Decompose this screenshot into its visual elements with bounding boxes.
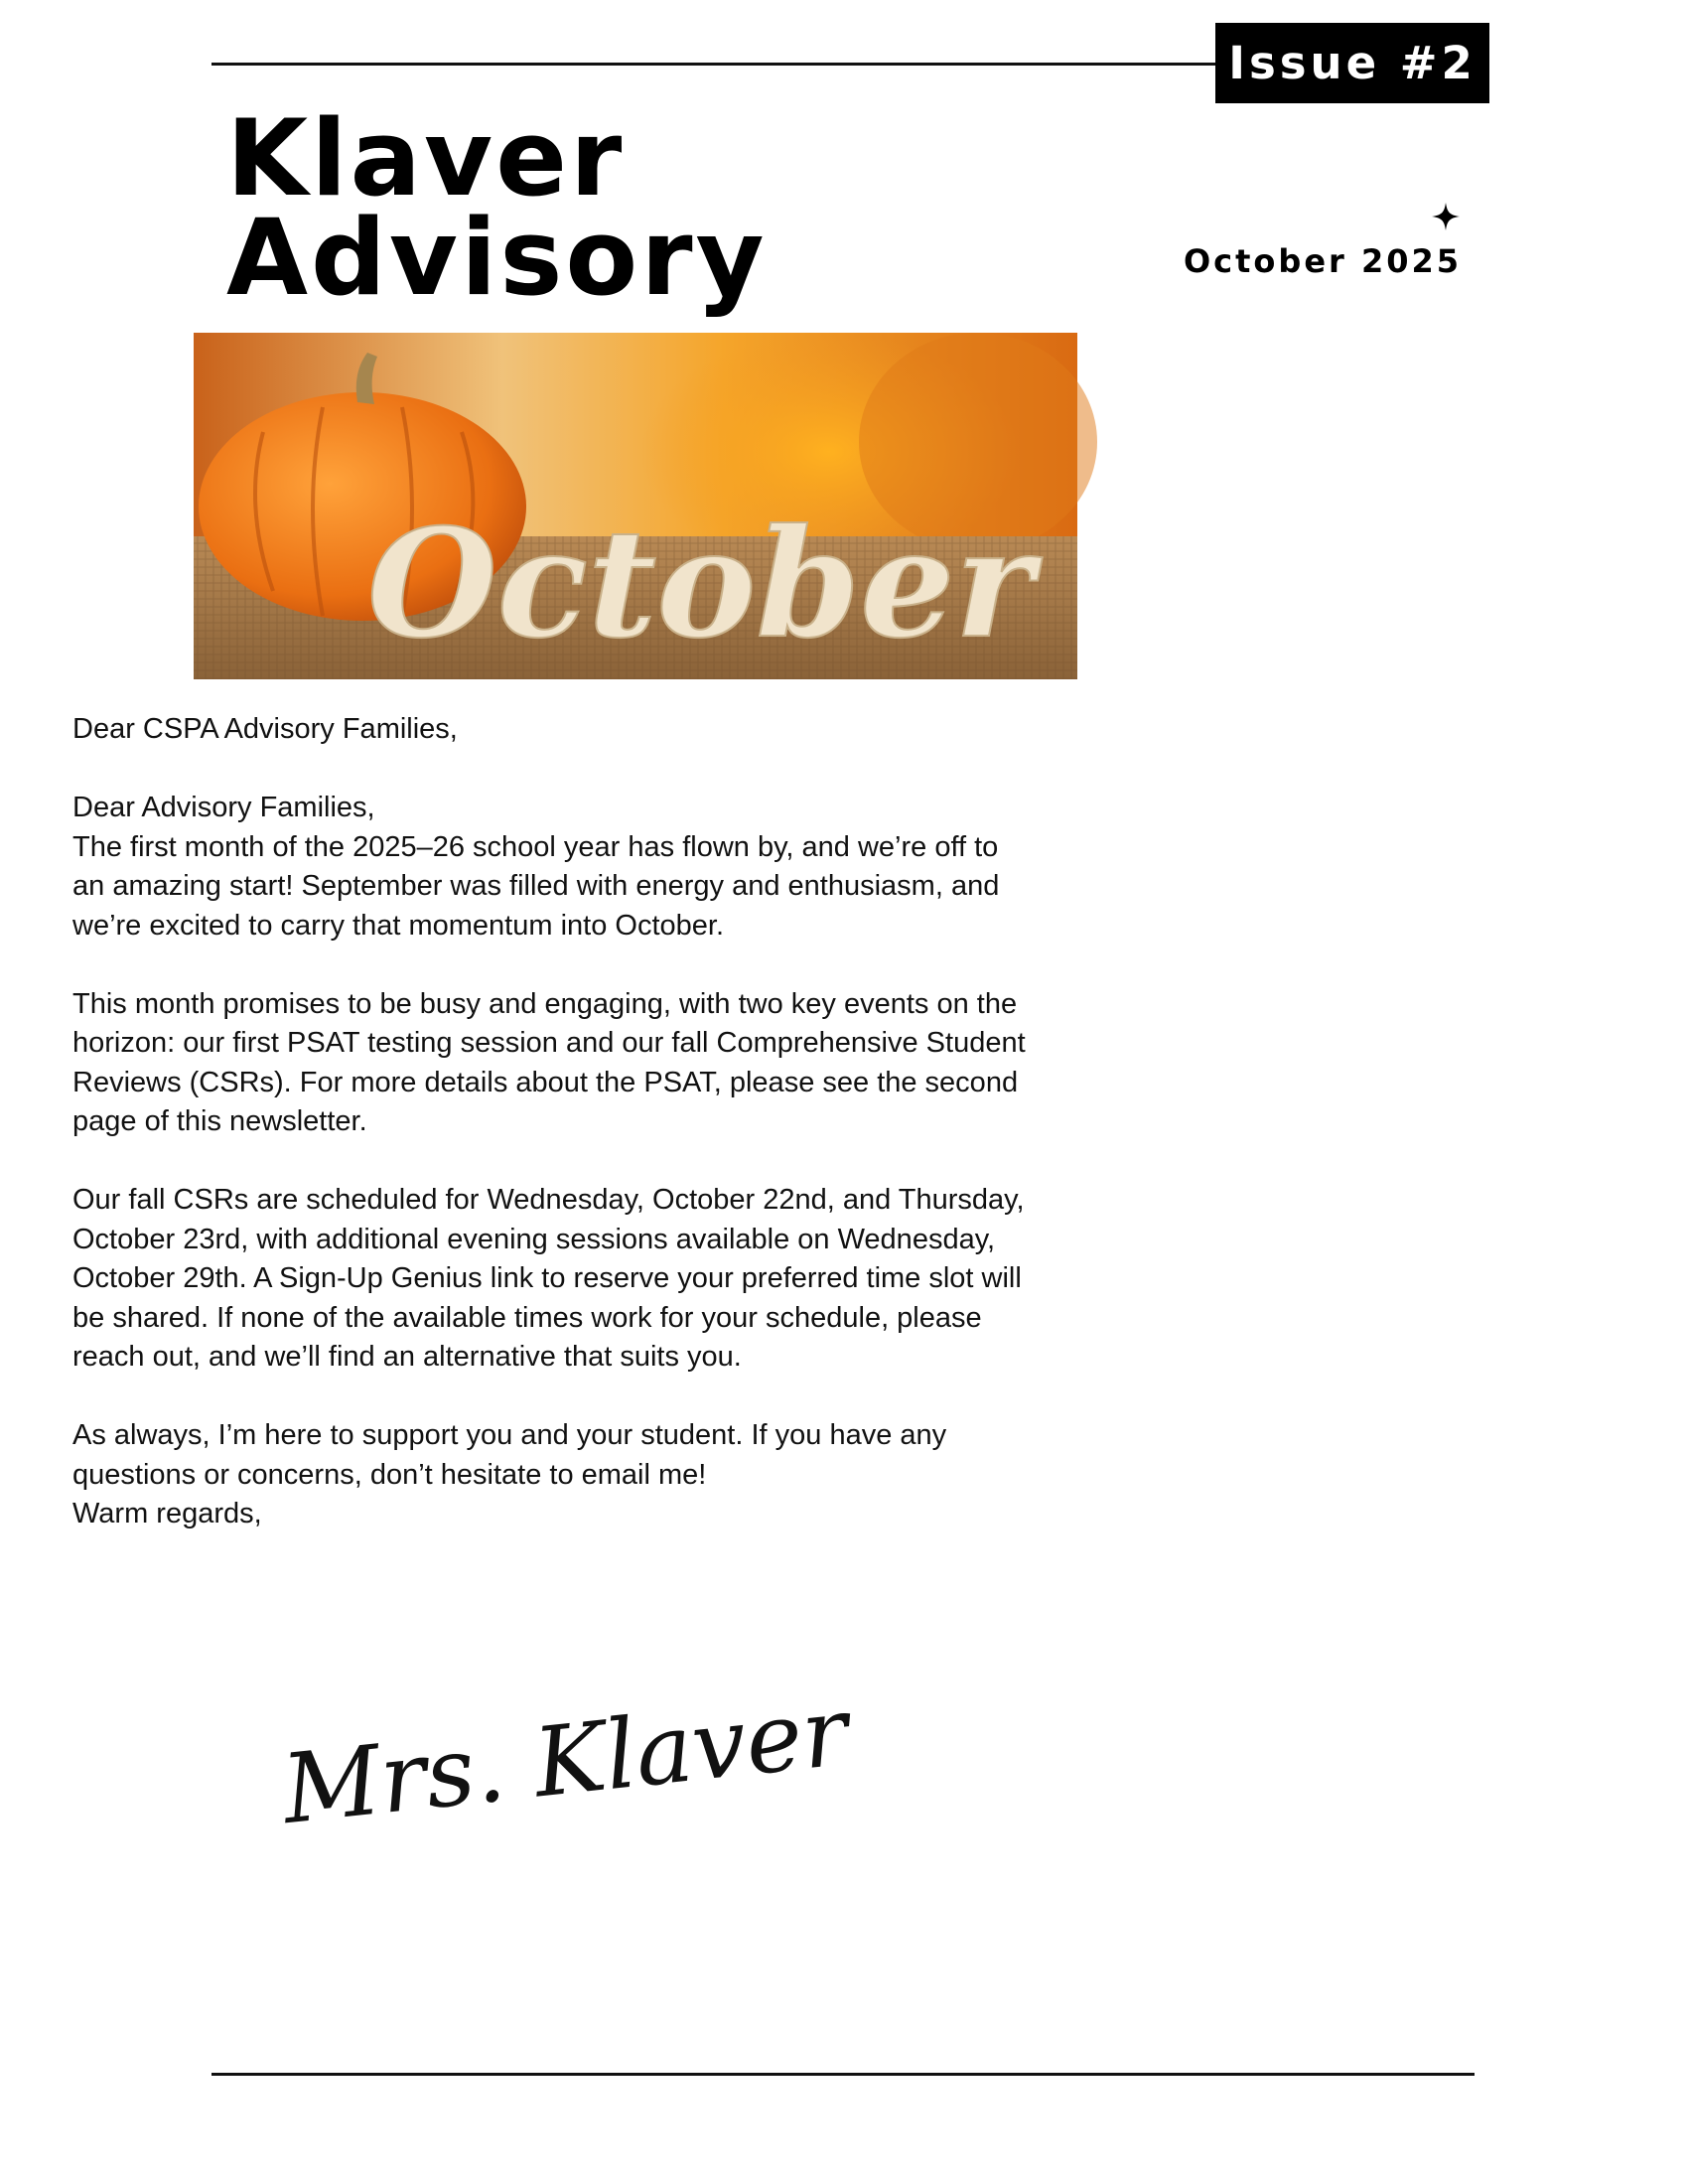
four-point-star-icon bbox=[1431, 202, 1461, 231]
greeting-1: Dear CSPA Advisory Families, bbox=[72, 713, 458, 745]
issue-badge: Issue #2 bbox=[1215, 23, 1489, 103]
title-line-1: Klaver bbox=[226, 97, 626, 219]
newsletter-title bbox=[226, 97, 768, 319]
top-rule bbox=[211, 63, 1221, 66]
title-line-2: Advisory bbox=[226, 197, 768, 319]
issue-date: October 2025 bbox=[1183, 242, 1462, 280]
signature bbox=[277, 1675, 854, 1857]
letter-body bbox=[72, 710, 1065, 1534]
paragraph-3: Our fall CSRs are scheduled for Wednesday, October 22nd, and Thursday, October 23rd, with additional evening sessions available on Wednesday, October 29th. A Sign-Up Genius link to reserve your preferred time slot will be shared. If none of the available times work for your schedule, please reach out, and we’ll find an alternative that suits you. bbox=[72, 1184, 1025, 1373]
paragraph-4: As always, I’m here to support you and your student. If you have any questions or concerns, don’t hesitate to email me! bbox=[72, 1419, 947, 1491]
closing: Warm regards, bbox=[72, 1498, 262, 1529]
paragraph-1: The first month of the 2025–26 school year has flown by, and we’re off to an amazing start! September was filled with energy and enthusiasm, and we’re excited to carry that momentum into October. bbox=[72, 830, 1000, 942]
signature-text: Mrs. Klaver bbox=[277, 1675, 854, 1846]
paragraph-2: This month promises to be busy and engaging, with two key events on the horizon: our first PSAT testing session and our fall Comprehensive Student Reviews (CSRs). For more details about the PSAT, please see the second page of this newsletter. bbox=[72, 987, 1026, 1137]
bottom-rule bbox=[211, 2073, 1475, 2076]
greeting-2: Dear Advisory Families, bbox=[72, 792, 375, 823]
pumpkin-october-illustration bbox=[194, 333, 1077, 679]
october-lettering: October bbox=[367, 497, 1034, 671]
hero-image bbox=[194, 333, 1077, 679]
